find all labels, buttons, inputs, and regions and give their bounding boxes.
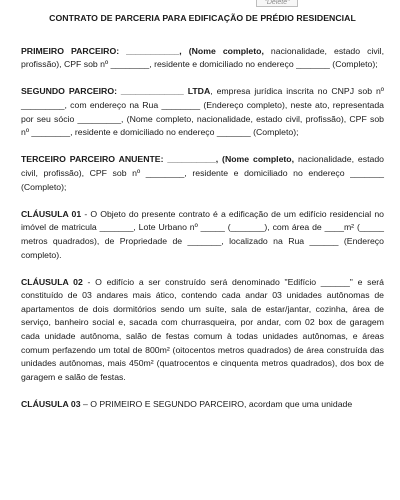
top-toolbar-strip xyxy=(0,0,400,9)
clause-03 xyxy=(21,398,384,412)
paragraph-second-partner xyxy=(21,85,384,139)
third-partner-bold: (Nome completo, xyxy=(218,154,295,165)
third-partner-label: TERCEIRO PARCEIRO ANUENTE: __________, xyxy=(21,154,219,165)
clause-01-text: - O Objeto do presente contrato é a edificação de um edifício residencial no imóvel de matricula _______, Lote Urbano nº _____ (_______), com área de ____m² (_____ metros quadrados), de Propriedade de _______, localizado na Rua ______ (Endereço completo). xyxy=(21,208,385,260)
clause-02-label: CLÁUSULA 02 xyxy=(21,276,83,287)
clause-03-text: – O PRIMEIRO E SEGUNDO PARCEIRO, acordam que uma unidade xyxy=(80,399,353,410)
second-partner-label: SEGUNDO PARCEIRO: _____________ LTDA xyxy=(21,86,211,97)
clause-01-label: CLÁUSULA 01 xyxy=(21,208,82,219)
clause-01 xyxy=(21,208,384,262)
document-title: CONTRATO DE PARCERIA PARA EDIFICAÇÃO DE PRÉDIO RESIDENCIAL xyxy=(49,13,356,23)
third-partner-text: nacionalidade, estado civil, profissão), CPF sob nº ________, residente e domiciliado no endereço _______ (Completo); xyxy=(21,154,384,192)
clause-03-label: CLÁUSULA 03 xyxy=(21,399,81,410)
first-partner-bold: (Nome completo, xyxy=(181,45,264,56)
second-partner-text: , empresa jurídica inscrita no CNPJ sob nº _________, com endereço na Rua ________ (Endereço completo), neste ato, representada por seu sócio _________, (Nome completo, nacionalidade, estado civil, profissão), CPF sob nº ________, residente e domiciliado no endereço _______ (Completo); xyxy=(21,86,384,138)
clause-02-text: - O edifício a ser construído será denominado "Edifício ______" e será constituído de 03 andares mais ático, contendo cada andar 03 unidades autônomas de apartamentos de dois dormitórios sendo um suíte, sala de estar/jantar, cozinha, área de serviço, banheiro social e, sacada com churrasqueira, por andar, com 02 box de garagem cada unidade autônoma, salão de festas comum à todas unidades autônomas, e áreas comum perfazendo um total de 800m² (oitocentos metros quadrados) de área construída das unidades autônomas, mais 450m² (quatrocentos e cinquenta metros quadrados), dos box de garagem e salão de festas. xyxy=(21,276,385,382)
paragraph-third-partner xyxy=(21,153,384,194)
contract-document xyxy=(21,12,384,425)
delete-watermark[interactable]: "Delete" xyxy=(256,0,298,7)
first-partner-label: PRIMEIRO PARCEIRO: ___________, xyxy=(21,45,182,56)
first-partner-text: nacionalidade, estado civil, profissão), CPF sob nº ________, residente e domiciliado no endereço _______ (Completo); xyxy=(21,45,385,70)
paragraph-first-partner xyxy=(21,45,384,72)
clause-02 xyxy=(21,276,384,385)
